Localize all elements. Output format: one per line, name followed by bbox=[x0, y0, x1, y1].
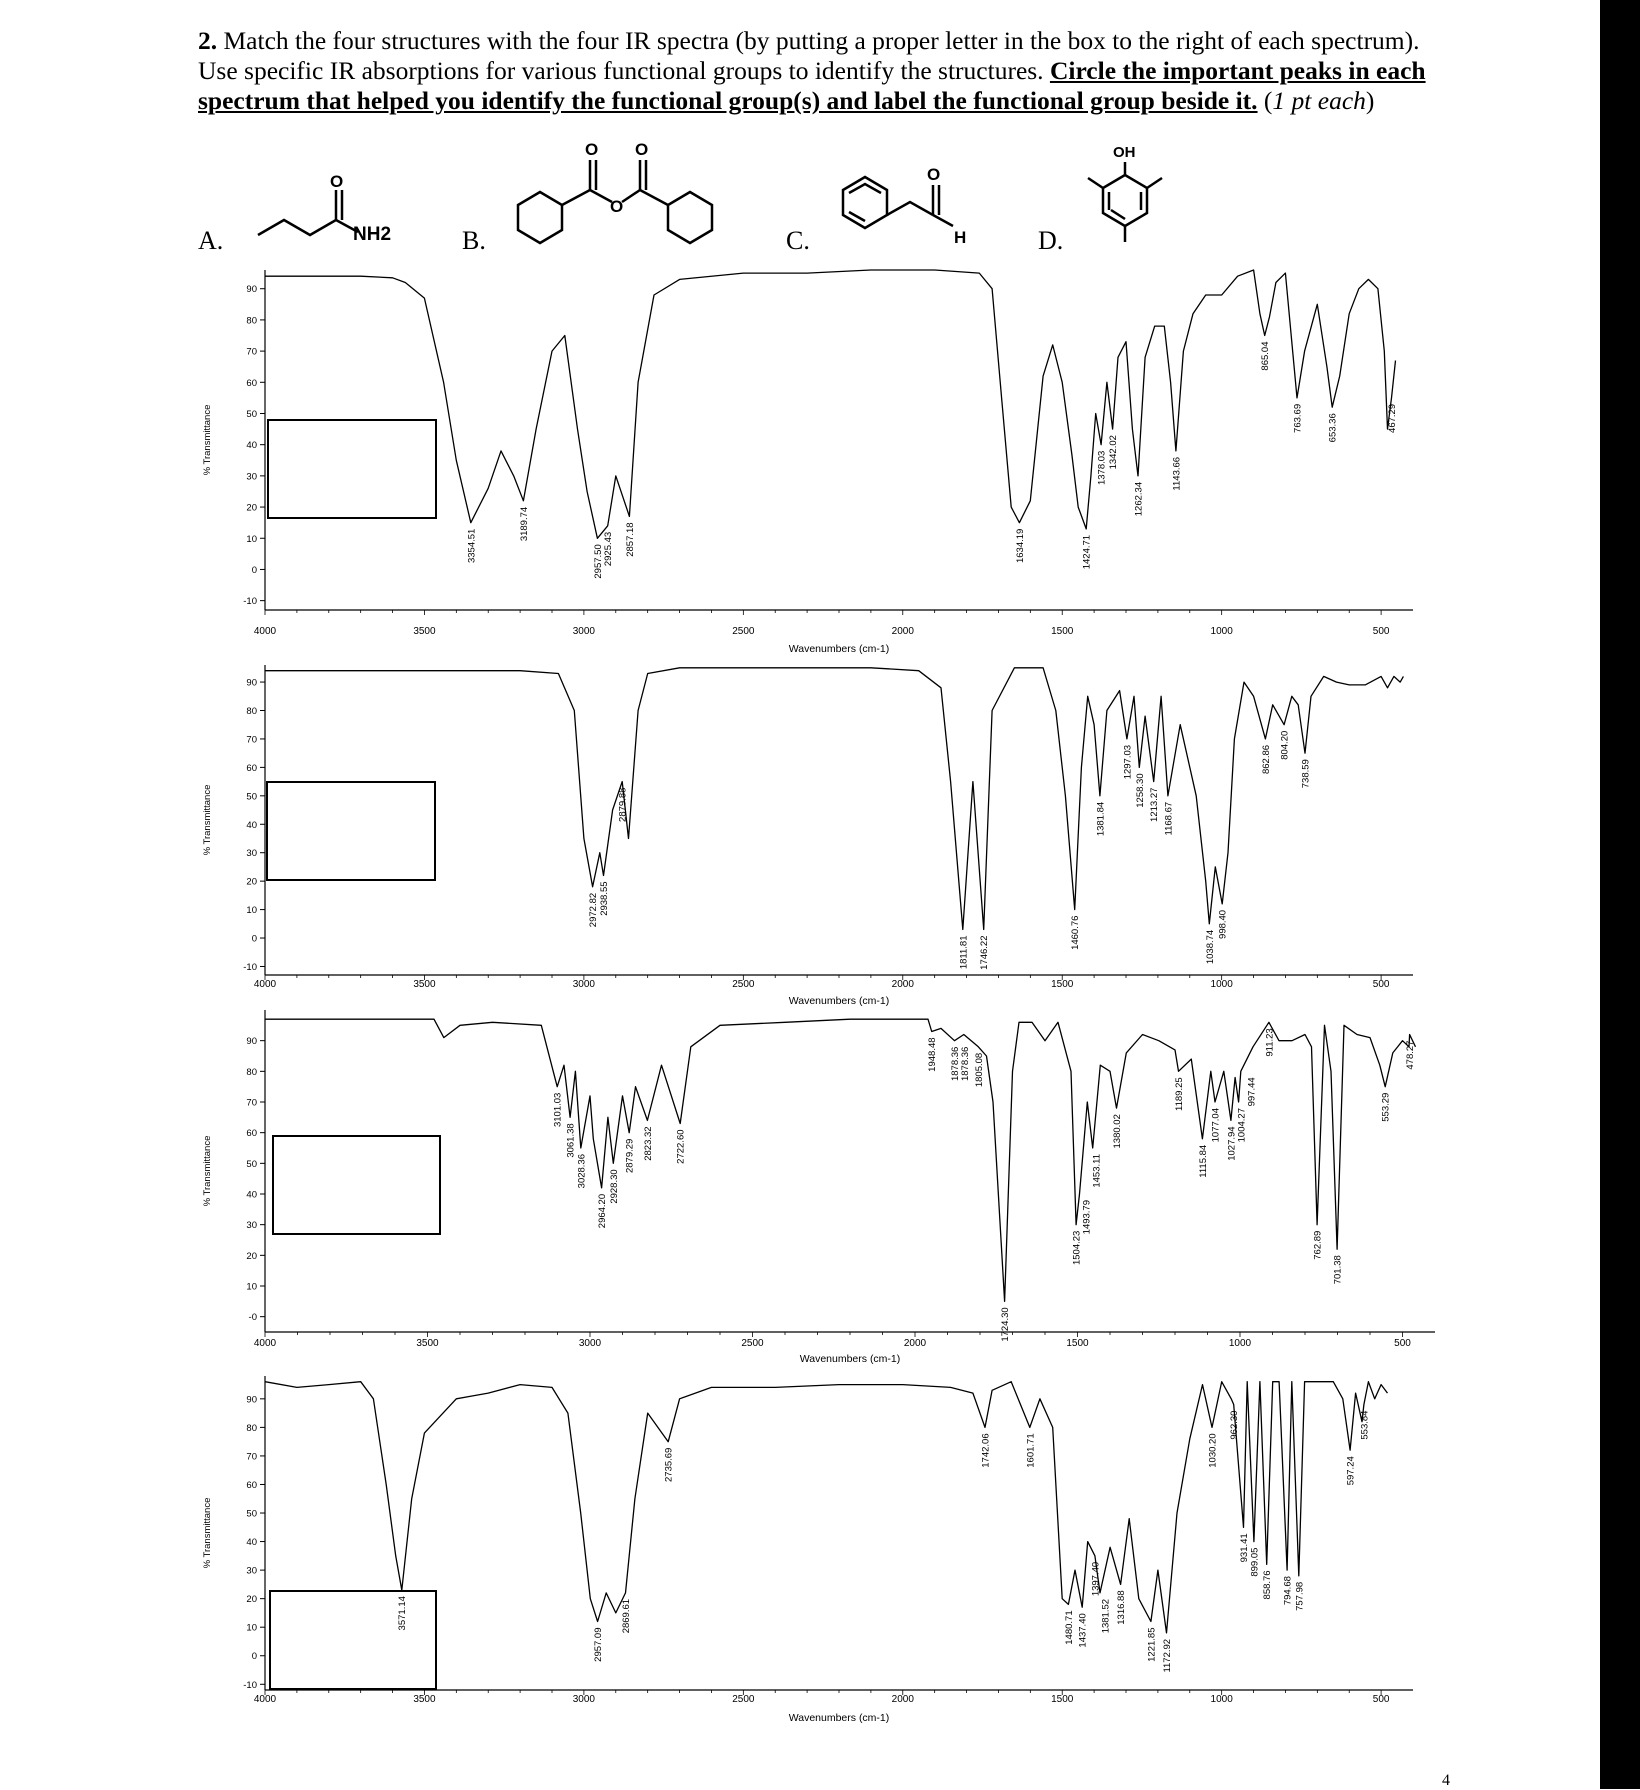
spectrum-3-peak-label: 2879.29 bbox=[624, 1138, 636, 1174]
spectrum-1-peak-label: 1634.19 bbox=[1014, 528, 1026, 564]
spectrum-3-peak-label: 1948.48 bbox=[927, 1037, 939, 1072]
spectrum-4-peak-label: 3571.14 bbox=[397, 1596, 409, 1631]
spectrum-2-x-tick-label: 500 bbox=[1372, 979, 1390, 990]
spectrum-2-x-tick-label: 3500 bbox=[413, 979, 436, 990]
spectrum-1-peak-label: 2925.43 bbox=[603, 531, 615, 567]
spectrum-4-answer-box[interactable] bbox=[270, 1591, 436, 1689]
spectrum-4-x-axis-label: Wavenumbers (cm-1) bbox=[788, 1712, 890, 1724]
spectrum-1-y-tick-label: 10 bbox=[246, 533, 257, 545]
spectrum-2-x-tick-label: 1000 bbox=[1210, 979, 1233, 990]
structure-a-amine-label: NH2 bbox=[353, 224, 392, 245]
spectrum-2-peak-label: 1038.74 bbox=[1204, 929, 1216, 965]
spectrum-3-x-tick-label: 1500 bbox=[1066, 1338, 1089, 1349]
question-body: Match the four structures with the four IR spectra (by putting a proper letter in the box to the right of each spectrum). Use specific IR absorptions for various functional groups to identify the structures. bbox=[198, 26, 1420, 85]
spectrum-4-y-tick-label: 50 bbox=[246, 1508, 257, 1520]
spectrum-3-peak-label: 2722.60 bbox=[675, 1129, 687, 1164]
spectrum-3-peak-label: 1504.23 bbox=[1071, 1230, 1083, 1266]
spectrum-3-peak-label: 1115.84 bbox=[1197, 1144, 1209, 1178]
spectrum-2-peak-label: 1213.27 bbox=[1149, 787, 1161, 822]
structure-d-hydroxyl-label: OH bbox=[1113, 144, 1136, 161]
spectrum-1-x-tick-label: 2500 bbox=[732, 626, 755, 637]
spectrum-1-peak-label: 467.29 bbox=[1387, 403, 1399, 433]
spectrum-3-x-axis-label: Wavenumbers (cm-1) bbox=[799, 1353, 901, 1365]
spectrum-3-peak-label: 762.89 bbox=[1312, 1230, 1324, 1260]
spectrum-4-y-tick-label: 70 bbox=[246, 1451, 257, 1463]
spectrum-4-y-tick-label: 90 bbox=[246, 1394, 257, 1406]
structure-b-oxygen-2: O bbox=[635, 140, 649, 159]
spectrum-1-peak-label: 2957.50 bbox=[592, 544, 604, 579]
spectrum-2-peak-label: 1258.30 bbox=[1134, 773, 1146, 808]
points-note: 1 pt each bbox=[1272, 86, 1366, 115]
spectrum-3-y-tick-label: 90 bbox=[246, 1036, 257, 1048]
spectrum-4-y-tick-label: 80 bbox=[246, 1422, 257, 1434]
spectrum-4-x-tick-label: 1000 bbox=[1210, 1694, 1233, 1705]
spectrum-1-y-tick-label: 60 bbox=[246, 377, 257, 389]
spectrum-1-y-tick-label: 0 bbox=[251, 564, 257, 576]
spectrum-2-peak-label: 1168.67 bbox=[1163, 801, 1175, 836]
spectrum-3-peak-label: 2823.32 bbox=[642, 1126, 654, 1161]
spectrum-1-answer-box[interactable] bbox=[268, 420, 436, 518]
spectrum-1-peak-label: 653.36 bbox=[1327, 413, 1339, 443]
spectrum-3-peak-label: 1878.36 bbox=[960, 1046, 972, 1082]
spectrum-3-x-tick-label: 500 bbox=[1394, 1338, 1411, 1349]
spectrum-2-peak-label: 998.40 bbox=[1217, 909, 1229, 939]
spectrum-3-y-tick-label: 50 bbox=[246, 1158, 257, 1170]
spectrum-3-peak-label: 911.23 bbox=[1264, 1028, 1276, 1057]
spectrum-4-x-tick-label: 2500 bbox=[732, 1694, 755, 1705]
spectrum-4-peak-label: 899.05 bbox=[1249, 1547, 1261, 1577]
spectrum-1-peak-label: 1143.66 bbox=[1171, 456, 1183, 491]
points-open: ( bbox=[1263, 86, 1273, 115]
spectrum-2-peak-label: 2972.82 bbox=[588, 892, 600, 928]
spectrum-1-x-tick-label: 4000 bbox=[253, 626, 277, 637]
spectrum-4-y-tick-label: 20 bbox=[246, 1594, 257, 1606]
spectrum-1-x-tick-label: 2000 bbox=[891, 626, 914, 637]
spectrum-1-peak-label: 3354.51 bbox=[466, 528, 478, 564]
spectrum-4-peak-label: 1172.92 bbox=[1162, 1638, 1174, 1673]
spectrum-4-y-tick-label: 60 bbox=[246, 1479, 257, 1491]
spectrum-4-x-tick-label: 3500 bbox=[413, 1694, 436, 1705]
spectrum-3-peak-label: 2964.20 bbox=[597, 1193, 609, 1229]
spectrum-4-peak-label: 1397.40 bbox=[1090, 1561, 1102, 1597]
spectrum-2-answer-box[interactable] bbox=[267, 782, 435, 880]
spectrum-4-x-tick-label: 4000 bbox=[253, 1694, 277, 1705]
structure-c-oxygen: O bbox=[927, 165, 941, 184]
spectrum-3-peak-label: 1077.04 bbox=[1210, 1108, 1222, 1143]
spectrum-3-y-tick-label: 60 bbox=[246, 1128, 257, 1140]
spectrum-1-peak-label: 1378.03 bbox=[1096, 450, 1108, 486]
spectrum-2-y-tick-label: 30 bbox=[246, 848, 257, 860]
spectrum-4-peak-label: 931.41 bbox=[1239, 1533, 1251, 1563]
structure-b-oxygen-bridge: O bbox=[610, 197, 624, 216]
spectrum-4-peak-label: 1316.88 bbox=[1116, 1590, 1128, 1625]
spectrum-2-peak-label: 1460.76 bbox=[1070, 915, 1082, 950]
spectrum-2-x-tick-label: 3000 bbox=[572, 979, 596, 990]
spectrum-3-x-tick-label: 4000 bbox=[253, 1338, 277, 1349]
spectrum-2-y-tick-label: 20 bbox=[246, 876, 257, 888]
spectrum-4-y-tick-label: 10 bbox=[246, 1622, 257, 1634]
spectrum-2-x-tick-label: 4000 bbox=[253, 979, 277, 990]
spectrum-2-y-tick-label: 50 bbox=[246, 791, 257, 803]
spectrum-1-x-tick-label: 500 bbox=[1372, 626, 1390, 637]
spectrum-1-y-tick-label: 90 bbox=[246, 284, 257, 296]
spectrum-2-peak-label: 862.86 bbox=[1260, 744, 1272, 775]
spectrum-1-x-tick-label: 3500 bbox=[413, 626, 436, 637]
spectrum-4-peak-label: 2957.09 bbox=[593, 1627, 605, 1662]
spectrum-4-peak-label: 858.76 bbox=[1262, 1570, 1274, 1600]
spectrum-1-x-tick-label: 1500 bbox=[1051, 626, 1074, 637]
spectrum-1-peak-label: 1342.02 bbox=[1108, 435, 1120, 470]
spectrum-3-y-tick-label: 20 bbox=[246, 1250, 257, 1262]
spectrum-4-peak-label: 553.84 bbox=[1359, 1410, 1371, 1440]
spectrum-1-y-tick-label: 30 bbox=[246, 471, 257, 483]
spectrum-3-y-axis-label: % Transmittance bbox=[202, 1135, 213, 1207]
page-number: 4 bbox=[1442, 1772, 1450, 1789]
spectrum-4-peak-label: 2735.69 bbox=[663, 1447, 675, 1482]
spectrum-2-y-tick-label: 70 bbox=[246, 734, 257, 746]
structure-a-oxygen: O bbox=[330, 172, 344, 191]
spectrum-3-y-tick-label: 30 bbox=[246, 1220, 257, 1232]
spectrum-1-x-tick-label: 1000 bbox=[1210, 626, 1233, 637]
spectrum-4-peak-label: 2869.61 bbox=[620, 1598, 632, 1634]
spectrum-3-peak-label: 1878.36 bbox=[950, 1046, 962, 1082]
structure-letter-c: C. bbox=[786, 226, 810, 255]
spectrum-3-x-tick-label: 2000 bbox=[903, 1338, 927, 1349]
points-close: ) bbox=[1365, 86, 1375, 115]
spectrum-1-x-axis-label: Wavenumbers (cm-1) bbox=[788, 643, 890, 655]
spectrum-1-y-tick-label: 20 bbox=[246, 502, 257, 514]
spectrum-4-peak-label: 1030.20 bbox=[1207, 1433, 1219, 1468]
question-instruction: Circle the important peaks in each spectrum that helped you identify the functional group(s) and label the functional group beside it. bbox=[198, 56, 1426, 115]
spectrum-4-peak-label: 962.30 bbox=[1229, 1410, 1241, 1440]
spectrum-3-answer-box[interactable] bbox=[273, 1136, 440, 1234]
spectrum-2-y-tick-label: 10 bbox=[246, 905, 257, 917]
spectrum-2-y-tick-label: 0 bbox=[251, 933, 257, 945]
spectrum-3-peak-label: 1380.02 bbox=[1111, 1114, 1123, 1149]
structure-b-oxygen-1: O bbox=[585, 140, 599, 159]
spectrum-2-peak-label: 804.20 bbox=[1279, 730, 1291, 760]
spectrum-3-x-tick-label: 1000 bbox=[1228, 1338, 1252, 1349]
structure-c-hydrogen-label: H bbox=[954, 228, 967, 247]
spectrum-1-peak-label: 2857.18 bbox=[624, 522, 636, 557]
spectrum-3-y-tick-label: 80 bbox=[246, 1066, 257, 1078]
spectrum-2-peak-label: 1746.22 bbox=[979, 935, 991, 970]
spectrum-4-x-tick-label: 2000 bbox=[891, 1694, 914, 1705]
spectrum-3-peak-label: 3101.03 bbox=[552, 1092, 564, 1128]
spectrum-2-y-tick-label: -10 bbox=[243, 961, 257, 973]
spectrum-3-peak-label: 1189.25 bbox=[1173, 1077, 1185, 1111]
structure-letter-d: D. bbox=[1038, 226, 1064, 255]
spectrum-2-y-tick-label: 40 bbox=[246, 819, 257, 831]
spectrum-2-peak-label: 738.59 bbox=[1300, 759, 1312, 789]
spectrum-2-x-tick-label: 2500 bbox=[732, 979, 755, 990]
spectrum-4-peak-label: 794.68 bbox=[1282, 1576, 1294, 1606]
spectrum-3-y-tick-label: 40 bbox=[246, 1189, 257, 1201]
spectrum-3-peak-label: 1027.94 bbox=[1226, 1126, 1238, 1161]
structure-letter-b: B. bbox=[462, 226, 486, 255]
spectrum-1-peak-label: 763.69 bbox=[1292, 403, 1304, 433]
spectrum-3-y-tick-label: -0 bbox=[248, 1312, 257, 1324]
spectrum-2-peak-label: 1381.84 bbox=[1095, 801, 1107, 837]
spectrum-4-peak-label: 1480.71 bbox=[1063, 1610, 1075, 1645]
spectrum-2-y-tick-label: 90 bbox=[246, 677, 257, 689]
spectrum-4-y-tick-label: 0 bbox=[251, 1651, 257, 1663]
spectrum-3-peak-label: 701.38 bbox=[1332, 1255, 1344, 1285]
spectrum-1-peak-label: 3189.74 bbox=[518, 506, 530, 542]
spectrum-3-peak-label: 553.29 bbox=[1380, 1092, 1392, 1122]
spectrum-4-y-tick-label: 30 bbox=[246, 1565, 257, 1577]
spectrum-1-y-tick-label: 50 bbox=[246, 408, 257, 420]
spectrum-3-x-tick-label: 2500 bbox=[741, 1338, 764, 1349]
spectrum-3-x-tick-label: 3500 bbox=[416, 1338, 439, 1349]
spectrum-1-y-axis-label: % Transmittance bbox=[202, 404, 213, 476]
spectrum-2-peak-label: 2879.88 bbox=[617, 787, 629, 822]
spectrum-3-y-tick-label: 10 bbox=[246, 1281, 257, 1293]
spectrum-4-peak-label: 1742.06 bbox=[980, 1433, 992, 1468]
spectrum-4-peak-label: 757.98 bbox=[1294, 1581, 1306, 1611]
spectrum-3-peak-label: 1724.30 bbox=[1000, 1307, 1012, 1342]
spectrum-2-y-tick-label: 60 bbox=[246, 762, 257, 774]
spectrum-4-x-tick-label: 3000 bbox=[572, 1694, 596, 1705]
spectrum-4-x-tick-label: 1500 bbox=[1051, 1694, 1074, 1705]
spectrum-3-x-tick-label: 3000 bbox=[578, 1338, 602, 1349]
spectrum-3-peak-label: 1805.08 bbox=[973, 1052, 985, 1088]
spectrum-1-y-tick-label: 80 bbox=[246, 315, 257, 327]
spectrum-1-peak-label: 1424.71 bbox=[1081, 534, 1093, 570]
structure-letter-a: A. bbox=[198, 226, 224, 255]
spectrum-4-y-tick-label: 40 bbox=[246, 1537, 257, 1549]
question-number: 2. bbox=[198, 26, 218, 55]
spectrum-2-peak-label: 1811.81 bbox=[958, 935, 970, 970]
spectrum-2-x-tick-label: 1500 bbox=[1051, 979, 1074, 990]
right-black-bar bbox=[1600, 0, 1640, 1789]
spectrum-2-x-axis-label: Wavenumbers (cm-1) bbox=[788, 995, 890, 1007]
spectrum-2-y-tick-label: 80 bbox=[246, 706, 257, 718]
spectrum-3-peak-label: 3061.38 bbox=[565, 1123, 577, 1158]
spectrum-3-peak-label: 1493.79 bbox=[1081, 1200, 1093, 1235]
spectrum-2-y-axis-label: % Transmittance bbox=[202, 784, 213, 856]
spectrum-3-peak-label: 1004.27 bbox=[1236, 1108, 1248, 1143]
spectrum-1-y-tick-label: 40 bbox=[246, 440, 257, 452]
spectrum-4-peak-label: 1601.71 bbox=[1025, 1433, 1037, 1468]
spectrum-4-x-tick-label: 500 bbox=[1372, 1694, 1390, 1705]
spectrum-1-peak-label: 1262.34 bbox=[1133, 481, 1145, 517]
spectrum-4-peak-label: 597.24 bbox=[1345, 1456, 1357, 1486]
spectrum-4-y-axis-label: % Transmittance bbox=[202, 1497, 213, 1569]
spectrum-4-peak-label: 1381.52 bbox=[1100, 1598, 1112, 1634]
spectrum-1-peak-label: 865.04 bbox=[1260, 341, 1272, 371]
spectrum-3-y-tick-label: 70 bbox=[246, 1097, 257, 1109]
spectrum-1-y-tick-label: -10 bbox=[243, 596, 257, 608]
spectrum-4-peak-label: 1437.40 bbox=[1077, 1613, 1089, 1648]
spectrum-4-y-tick-label: -10 bbox=[243, 1679, 257, 1691]
spectrum-3-peak-label: 2928.30 bbox=[608, 1169, 620, 1204]
spectrum-3-peak-label: 997.44 bbox=[1246, 1077, 1258, 1107]
spectrum-2-peak-label: 2938.55 bbox=[598, 881, 610, 916]
spectrum-1-y-tick-label: 70 bbox=[246, 346, 257, 358]
spectrum-2-x-tick-label: 2000 bbox=[891, 979, 914, 990]
spectrum-3-peak-label: 1453.11 bbox=[1091, 1154, 1103, 1188]
spectrum-2-peak-label: 1297.03 bbox=[1122, 744, 1134, 780]
spectrum-4-peak-label: 1221.85 bbox=[1146, 1627, 1158, 1662]
spectrum-3-peak-label: 3028.36 bbox=[576, 1154, 588, 1189]
spectrum-3-peak-label: 478.27 bbox=[1405, 1040, 1417, 1070]
spectrum-1-x-tick-label: 3000 bbox=[572, 626, 596, 637]
